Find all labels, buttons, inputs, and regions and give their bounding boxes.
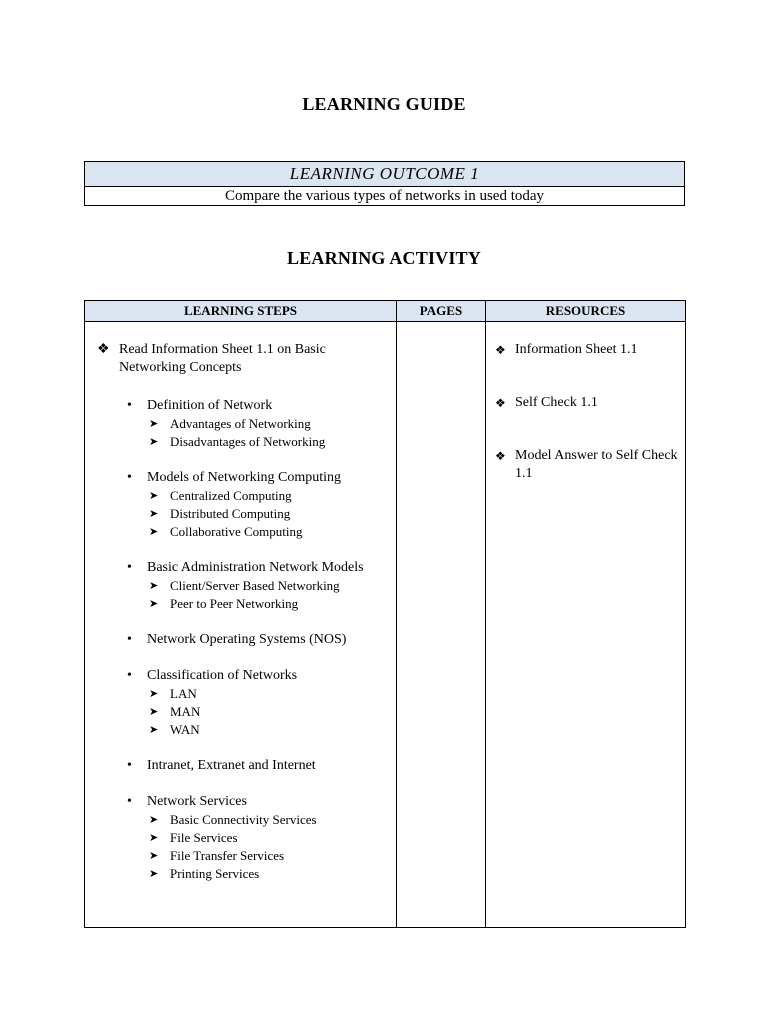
arrow-bullet-icon: ➤ — [149, 850, 159, 862]
resource-item — [495, 447, 685, 483]
topic-line — [97, 631, 387, 649]
dot-bullet-icon: • — [127, 794, 132, 809]
topic-label: Definition of Network — [147, 398, 273, 413]
arrow-bullet-icon: ➤ — [149, 724, 159, 736]
topic-label: Models of Networking Computing — [147, 470, 342, 485]
dot-bullet-icon: • — [127, 668, 132, 683]
topic-item — [97, 631, 387, 649]
topic-label: Network Services — [147, 794, 247, 809]
topic-line — [97, 469, 387, 487]
subtopic-item — [97, 865, 387, 883]
topic-line — [97, 559, 387, 577]
resource-item — [495, 394, 685, 412]
intro-step — [97, 341, 387, 377]
intro-step-text: Read Information Sheet 1.1 on Basic Networking Concepts — [119, 342, 326, 375]
resource-label: Self Check 1.1 — [515, 395, 598, 410]
dot-bullet-icon: • — [127, 632, 132, 647]
subtopic-item — [97, 415, 387, 433]
column-divider — [485, 301, 486, 927]
arrow-bullet-icon: ➤ — [149, 868, 159, 880]
topic-label: Intranet, Extranet and Internet — [147, 758, 316, 773]
subtopic-item — [97, 847, 387, 865]
subtopic-item — [97, 703, 387, 721]
arrow-bullet-icon: ➤ — [149, 526, 159, 538]
subtopic-item — [97, 523, 387, 541]
subtopic-label: Peer to Peer Networking — [170, 596, 299, 611]
activity-title: LEARNING ACTIVITY — [287, 248, 481, 268]
arrow-bullet-icon: ➤ — [149, 706, 159, 718]
subtopic-label: File Transfer Services — [170, 848, 285, 863]
arrow-bullet-icon: ➤ — [149, 508, 159, 520]
resource-item — [495, 341, 685, 359]
subtopic-item — [97, 829, 387, 847]
subtopic-label: Centralized Computing — [170, 488, 292, 503]
subtopic-label: Basic Connectivity Services — [170, 812, 317, 827]
dot-bullet-icon: • — [127, 398, 132, 413]
header-learning-steps: LEARNING STEPS — [183, 303, 298, 318]
topic-item — [97, 757, 387, 775]
arrow-bullet-icon: ➤ — [149, 490, 159, 502]
arrow-bullet-icon: ➤ — [149, 814, 159, 826]
subtopic-item — [97, 811, 387, 829]
arrow-bullet-icon: ➤ — [149, 436, 159, 448]
header-resources: RESOURCES — [545, 303, 626, 318]
topic-item — [97, 397, 387, 451]
topic-line — [97, 397, 387, 415]
subtopic-item — [97, 577, 387, 595]
dot-bullet-icon: • — [127, 758, 132, 773]
outcome-heading: LEARNING OUTCOME 1 — [85, 162, 684, 187]
arrow-bullet-icon: ➤ — [149, 688, 159, 700]
four-diamond-bullet-icon: ❖ — [495, 343, 506, 357]
topic-line — [97, 757, 387, 775]
four-diamond-bullet-icon: ❖ — [97, 342, 110, 357]
four-diamond-bullet-icon: ❖ — [495, 449, 506, 463]
subtopic-item — [97, 505, 387, 523]
subtopic-item — [97, 433, 387, 451]
four-diamond-bullet-icon: ❖ — [495, 396, 506, 410]
dot-bullet-icon: • — [127, 470, 132, 485]
topic-item — [97, 793, 387, 883]
subtopic-item — [97, 487, 387, 505]
learning-steps-cell — [97, 341, 387, 901]
topic-list — [97, 397, 387, 883]
learning-activity-table — [84, 300, 686, 928]
arrow-bullet-icon: ➤ — [149, 580, 159, 592]
subtopic-item — [97, 721, 387, 739]
page-title: LEARNING GUIDE — [302, 94, 466, 114]
topic-line — [97, 667, 387, 685]
subtopic-item — [97, 595, 387, 613]
topic-line — [97, 793, 387, 811]
topic-item — [97, 667, 387, 739]
learning-outcome-box — [84, 161, 685, 206]
subtopic-label: Advantages of Networking — [170, 416, 311, 431]
subtopic-label: LAN — [170, 686, 197, 701]
subtopic-label: Client/Server Based Networking — [170, 578, 340, 593]
subtopic-label: Disadvantages of Networking — [170, 434, 326, 449]
topic-label: Classification of Networks — [147, 668, 298, 683]
subtopic-label: MAN — [170, 704, 201, 719]
arrow-bullet-icon: ➤ — [149, 598, 159, 610]
subtopic-label: Distributed Computing — [170, 506, 291, 521]
resource-label: Model Answer to Self Check 1.1 — [515, 448, 678, 481]
table-header-row — [85, 301, 685, 322]
topic-label: Network Operating Systems (NOS) — [147, 632, 347, 647]
topic-label: Basic Administration Network Models — [147, 560, 364, 575]
topic-item — [97, 469, 387, 541]
subtopic-label: Printing Services — [170, 866, 260, 881]
subtopic-item — [97, 685, 387, 703]
outcome-description: Compare the various types of networks in used today — [224, 188, 545, 204]
subtopic-label: File Services — [170, 830, 238, 845]
subtopic-label: Collaborative Computing — [170, 524, 303, 539]
header-pages: PAGES — [419, 303, 463, 318]
resource-label: Information Sheet 1.1 — [515, 342, 638, 357]
topic-item — [97, 559, 387, 613]
column-divider — [396, 301, 397, 927]
arrow-bullet-icon: ➤ — [149, 832, 159, 844]
arrow-bullet-icon: ➤ — [149, 418, 159, 430]
subtopic-label: WAN — [170, 722, 200, 737]
dot-bullet-icon: • — [127, 560, 132, 575]
